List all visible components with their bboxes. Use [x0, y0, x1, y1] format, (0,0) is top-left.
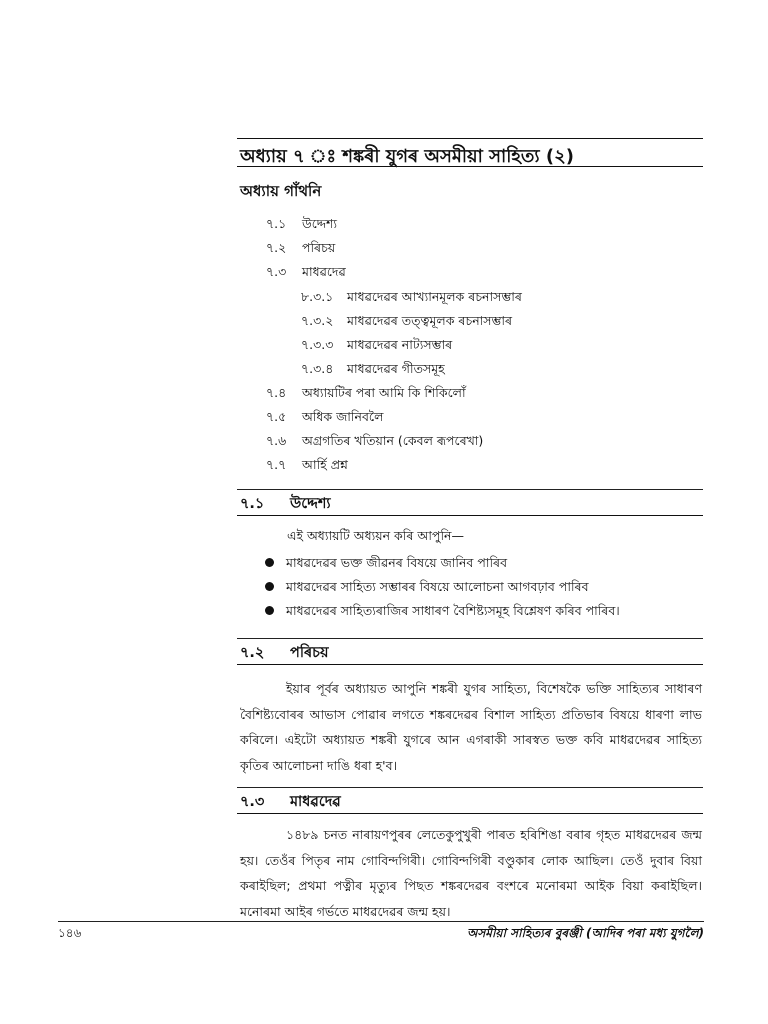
chapter-title-bottom-rule: [237, 166, 703, 167]
toc-item-number: ৮.৩.১: [301, 289, 334, 304]
objectives-intro: এই অধ্যায়টি অধ্যয়ন কৰি আপুনি—: [287, 528, 464, 543]
page-number: ১৪৬: [58, 926, 82, 940]
section-bottom-rule: [237, 664, 703, 665]
objective-bullet: [265, 602, 620, 620]
toc-item: [266, 432, 483, 450]
toc-item-label: অগ্ৰগতিৰ খতিয়ান (কেবল ৰূপৰেখা): [302, 433, 484, 448]
toc-subitem: [301, 288, 522, 306]
toc-item-number: ৭.২: [266, 240, 287, 255]
toc-subitem: [301, 336, 452, 354]
section-title: মাধৱদেৱ: [290, 794, 341, 810]
toc-item-number: ৭.৪: [266, 385, 287, 400]
toc-item-label: মাধৱদেৱৰ তত্ত্বমূলক ৰচনাসম্ভাৰ: [347, 313, 513, 328]
toc-item-number: ৭.৩.২: [301, 313, 334, 328]
section-title: পৰিচয়: [290, 645, 329, 661]
toc-item-label: আৰ্হি প্ৰশ্ন: [302, 457, 348, 472]
toc-item-number: ৭.৬: [266, 433, 287, 448]
toc-item-number: ৭.৩.৩: [301, 337, 334, 352]
toc-subitem: [301, 312, 512, 330]
section-title: উদ্দেশ্য: [290, 496, 331, 512]
section-number: ৭.২: [240, 645, 265, 661]
toc-item-label: উদ্দেশ্য: [302, 216, 338, 231]
madhavdev-paragraph: ১৪৮৯ চনত নাৰায়ণপুৰৰ লেতেকুপুখুৰী পাৰত হৰিশিঙা বৰাৰ গৃহত মাধৱদেৱৰ জন্ম হয়। তেওঁৰ পিতৃৰ নাম গোবিন্দগিৰী। গোবিন্দগিৰী বণ্ডুকাৰ লোক আছিল। তেওঁ দুবাৰ বিয়া কৰাইছিল; প্ৰথমা পত্নীৰ মৃত্যুৰ পিছত শঙ্কৰদেৱৰ বংশৰে মনোৰমা আইক বিয়া কৰাইছিল। মনোৰমা আইৰ গৰ্ভতে মাধৱদেৱৰ জন্ম হয়।: [240, 827, 702, 919]
toc-item: [266, 384, 466, 402]
objective-text: মাধৱদেৱৰ সাহিত্যৰাজিৰ সাধাৰণ বৈশিষ্ট্যসমূহ বিশ্লেষণ কৰিব পাৰিব।: [286, 603, 620, 618]
toc-item: [266, 215, 337, 233]
toc-heading: অধ্যায় গাঁথনি: [240, 182, 322, 200]
section-bottom-rule: [237, 515, 703, 516]
toc-item-label: মাধৱদেৱ: [302, 264, 346, 279]
toc-item-label: মাধৱদেৱৰ আখ্যানমূলক ৰচনাসম্ভাৰ: [347, 289, 522, 304]
section-top-rule: [237, 638, 703, 639]
section-number: ৭.৩: [240, 794, 265, 810]
toc-item-number: ৭.৩.৪: [301, 361, 334, 376]
toc-item: [266, 239, 335, 257]
toc-item: [266, 456, 348, 474]
toc-subitem: [301, 360, 445, 378]
chapter-title-top-rule: [237, 138, 703, 139]
toc-item: [266, 263, 346, 281]
section-bottom-rule: [237, 813, 703, 814]
bullet-icon: [265, 606, 274, 615]
toc-item-number: ৭.৩: [266, 264, 287, 279]
book-title: অসমীয়া সাহিত্যৰ বুৰঞ্জী (আদিৰ পৰা মধ্য যুগলৈ): [466, 926, 704, 940]
introduction-paragraph: ইয়াৰ পূৰ্বৰ অধ্যায়ত আপুনি শঙ্কৰী যুগৰ সাহিত্য, বিশেষকৈ ভক্তি সাহিত্যৰ সাধাৰণ বৈশিষ্ট্যবোৰৰ আভাস পোৱাৰ লগতে শঙ্কৰদেৱৰ বিশাল সাহিত্য প্ৰতিভাৰ বিষয়ে ধাৰণা লাভ কৰিলে। এইটো অধ্যায়ত শঙ্কৰী যুগৰে আন এগৰাকী সাৰস্বত ভক্ত কবি মাধৱদেৱৰ সাহিত্য কৃতিৰ আলোচনা দাঙি ধৰা হ'ব।: [240, 681, 702, 773]
section-top-rule: [237, 787, 703, 788]
section-number: ৭.১: [240, 496, 265, 512]
objective-text: মাধৱদেৱৰ সাহিত্য সম্ভাৰৰ বিষয়ে আলোচনা আগবঢ়াব পাৰিব: [286, 579, 589, 594]
toc-item-number: ৭.৫: [266, 409, 287, 424]
toc-item-number: ৭.৭: [266, 457, 287, 472]
toc-item-number: ৭.১: [266, 216, 287, 231]
footer-rule: [58, 921, 704, 922]
section-heading-introduction: [240, 642, 329, 666]
objective-bullet: [265, 554, 507, 572]
objective-bullet: [265, 578, 589, 596]
toc-item: [266, 408, 384, 426]
toc-item-label: পৰিচয়: [302, 240, 336, 255]
bullet-icon: [265, 558, 274, 567]
section-top-rule: [237, 489, 703, 490]
toc-item-label: অধিক জানিবলৈ: [302, 409, 384, 424]
objective-text: মাধৱদেৱৰ ভক্ত জীৱনৰ বিষয়ে জানিব পাৰিব: [286, 555, 508, 570]
section-heading-objectives: [240, 493, 331, 517]
toc-item-label: মাধৱদেৱৰ নাট্যসম্ভাৰ: [347, 337, 453, 352]
section-heading-madhavdev: [240, 791, 341, 815]
bullet-icon: [265, 582, 274, 591]
toc-item-label: অধ্যায়টিৰ পৰা আমি কি শিকিলোঁ: [302, 385, 466, 400]
toc-item-label: মাধৱদেৱৰ গীতসমূহ: [347, 361, 445, 376]
chapter-title: অধ্যায় ৭ ঃ শঙ্কৰী যুগৰ অসমীয়া সাহিত্য (২): [240, 146, 575, 167]
